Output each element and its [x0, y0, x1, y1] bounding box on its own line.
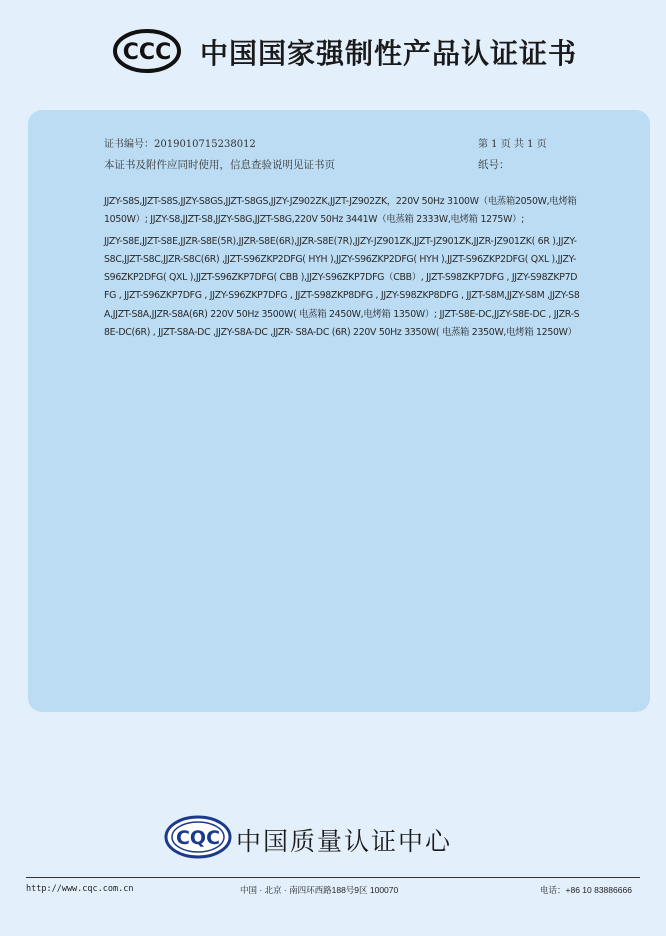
- model-list: [104, 193, 580, 346]
- phone-number: 电话：+86 10 83886666: [540, 885, 632, 895]
- model-paragraph: JJZY-S8E,JJZT-S8E,JJZR-S8E(5R),JJZR-S8E(6R),JJZR-S8E(7R),JJZY-JZ901ZK,JJZT-JZ901ZK,JJZR-JZ901ZK( 6R ),JJZY-S8C,JJZT-S8C,JJZR-S8C(6R) ,JJZT-S96ZKP2DFG( HYH ),JJZY-S96ZKP2DFG( HYH ),JJZT-S96ZKP2DFG( QXL ),JJZY-S96ZKP2DFG( QXL ),JJZT-S96ZKP7DFG( CBB ),JJZY-S96ZKP7DFG（CBB）, JJZT-S98ZKP7DFG , JJZY-S98ZKP7DFG , JJZT-S96ZKP7DFG , JJZY-S96ZKP7DFG , JJZT-S98ZKP8DFG , JJZY-S98ZKP8DFG , JJZT-S8M,JJZY-S8M ,JJZY-S8A,JJZT-S8A,JJZR-S8A(6R) 220V 50Hz 3500W( 电蒸箱 2450W,电烤箱 1350W）; JJZT-S8E-DC,JJZY-S8E-DC , JJZR-S8E-DC(6R) , JJZT-S8A-DC ,JJZY-S8A-DC ,JJZR- S8A-DC (6R) 220V 50Hz 3350W( 电蒸箱 2350W,电烤箱 1250W）: [104, 236, 580, 338]
- certificate-number: 证书编号：2019010715238012: [104, 139, 256, 150]
- ccc-logo-icon: [112, 28, 182, 74]
- usage-note: 本证书及附件应同时使用，信息查验说明见证书页: [104, 159, 335, 171]
- paper-number-label: 纸号：: [478, 159, 510, 171]
- model-paragraph: JJZY-S8S,JJZT-S8S,JJZY-S8GS,JJZT-S8GS,JJZY-JZ902ZK,JJZT-JZ902ZK，220V 50Hz 3100W（电蒸箱2050W,电烤箱 1050W）; JJZY-S8,JJZT-S8,JJZY-S8G,JJZT-S8G,220V 50Hz 3441W（电蒸箱 2333W,电烤箱 1275W）;: [104, 196, 577, 226]
- website-link[interactable]: http://www.cqc.com.cn: [26, 884, 134, 894]
- svg-text:CQC: CQC: [175, 827, 221, 849]
- svg-text:CCC: CCC: [122, 40, 172, 65]
- organization-name: 中国质量认证中心: [236, 827, 453, 856]
- cqc-logo-icon: [163, 814, 233, 860]
- certificate-title: 中国国家强制性产品认证证书: [200, 37, 578, 70]
- address-text: 中国 · 北京 · 南四环西路188号9区 100070: [240, 885, 399, 895]
- certificate-header: [0, 24, 666, 84]
- footer-divider: [26, 877, 640, 878]
- page-indicator: 第 1 页 共 1 页: [478, 139, 547, 150]
